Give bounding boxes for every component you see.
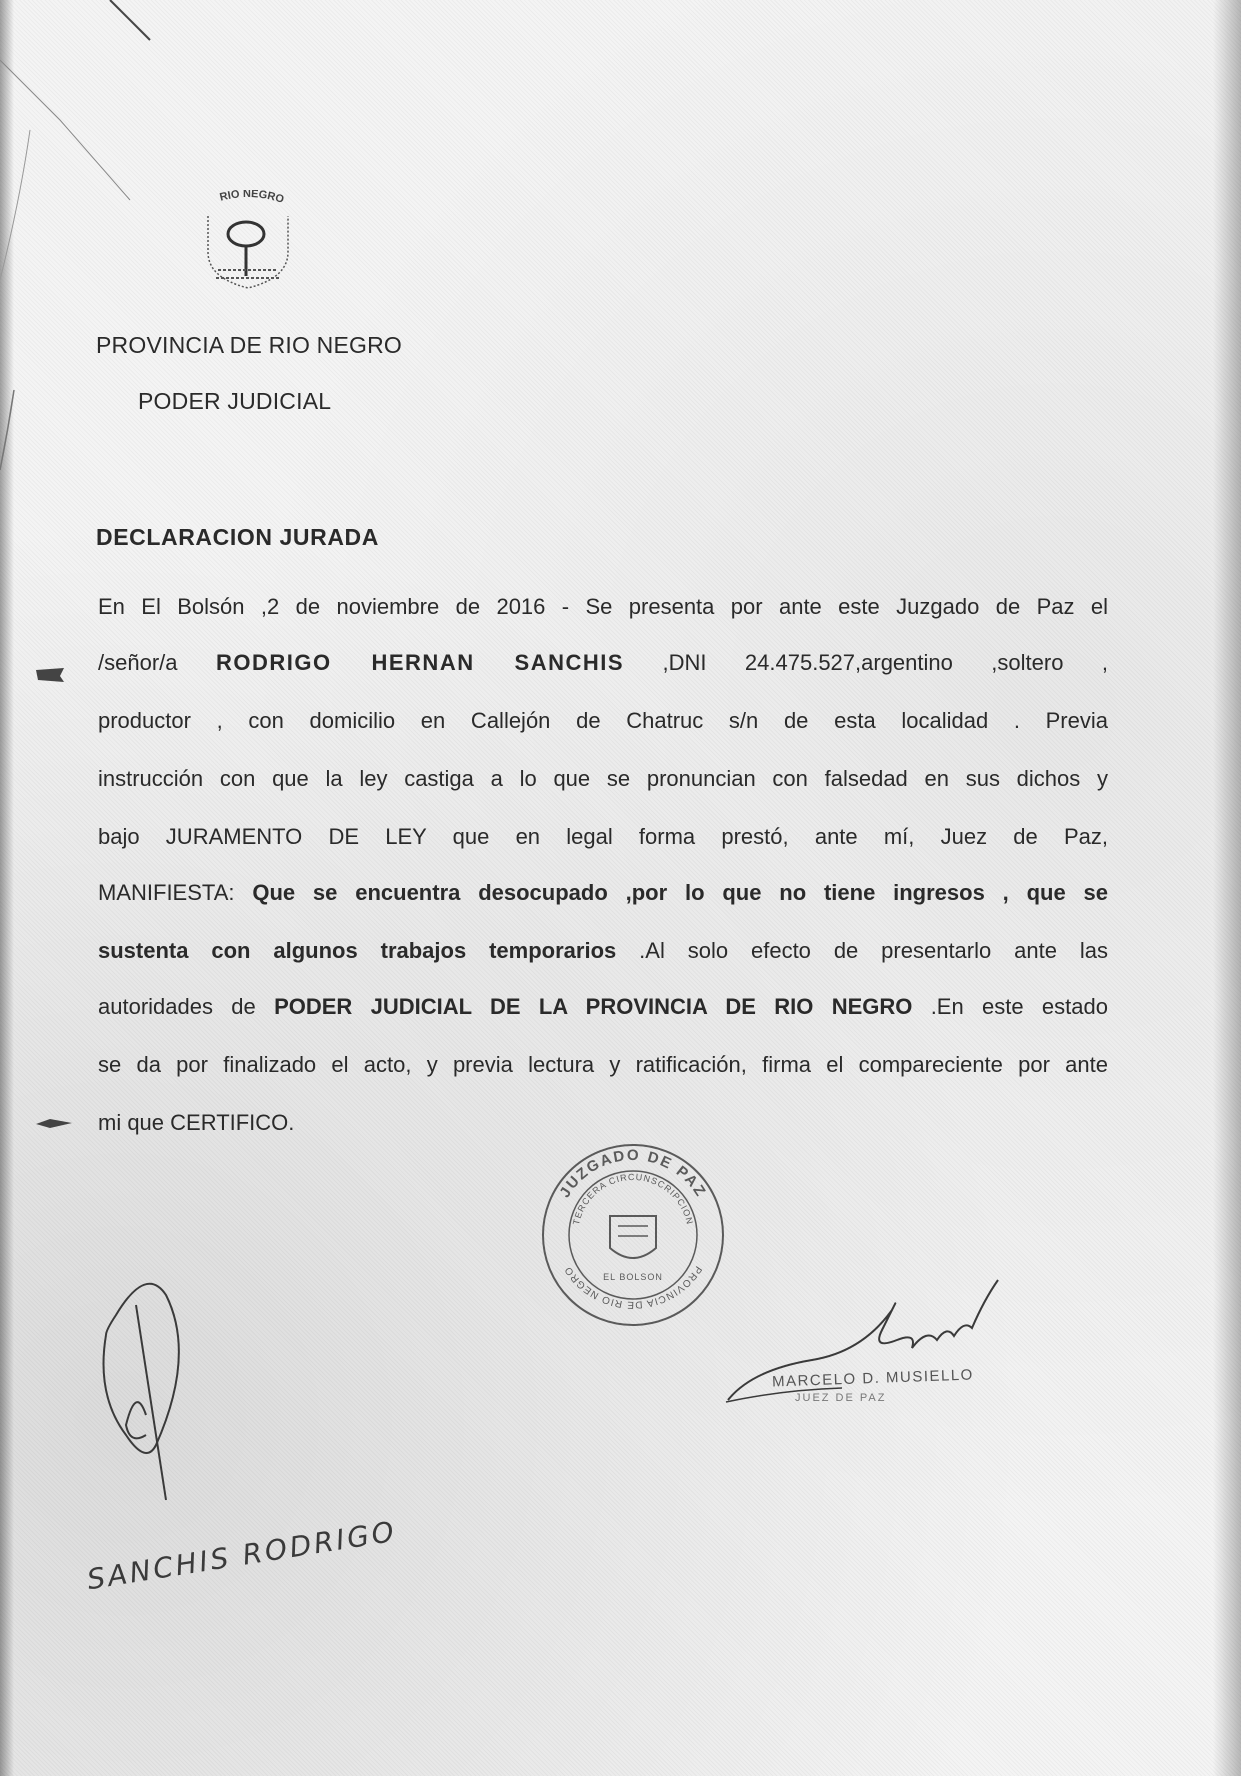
declarant-name: RODRIGO HERNAN SANCHIS bbox=[215, 650, 625, 675]
declaration-statement: Que se encuentra desocupado ,por lo que no tiene ingresos , que se bbox=[252, 880, 1108, 905]
document-title: DECLARACION JURADA bbox=[96, 524, 379, 550]
margin-flag-mark bbox=[34, 666, 68, 684]
stamp-outer-text: JUZGADO DE PAZ bbox=[556, 1146, 710, 1201]
stamp-city: EL BOLSON bbox=[603, 1272, 663, 1282]
body-line-1: En El Bolsón ,2 de noviembre de 2016 - Se presenta por ante este Juzgado de Paz el bbox=[98, 594, 1108, 619]
province-heading: PROVINCIA DE RIO NEGRO bbox=[96, 332, 403, 358]
svg-text:SANCHIS RODRIGO: SANCHIS RODRIGO bbox=[84, 1514, 399, 1590]
body-line-2: /señor/a RODRIGO HERNAN SANCHIS ,DNI 24.475.527,argentino ,soltero , bbox=[98, 650, 1108, 675]
body-line-10: mi que CERTIFICO. bbox=[98, 1110, 295, 1135]
margin-arrow-mark bbox=[34, 1116, 74, 1130]
body-line-4: instrucción con que la ley castiga a lo que se pronuncian con falsedad en sus dichos y bbox=[98, 766, 1108, 791]
judge-name: MARCELO D. MUSIELLO bbox=[771, 1366, 975, 1391]
stamp-inner-text: TERCERA CIRCUNSCRIPCION bbox=[570, 1171, 696, 1226]
scan-shadow-right bbox=[1213, 0, 1241, 1776]
court-stamp bbox=[538, 1140, 728, 1335]
authority-name: PODER JUDICIAL DE LA PROVINCIA DE RIO NEGRO bbox=[274, 994, 913, 1019]
stamp-bottom-text: PROVINCIA DE RIO NEGRO bbox=[562, 1263, 704, 1310]
judicial-branch-heading: PODER JUDICIAL bbox=[138, 388, 332, 414]
judge-role: JUEZ DE PAZ bbox=[795, 1392, 887, 1404]
body-line-3: productor , con domicilio en Callejón de Chatruc s/n de esta localidad . Previa bbox=[98, 708, 1108, 733]
body-line-8: autoridades de PODER JUDICIAL DE LA PROVINCIA DE RIO NEGRO .En este estado bbox=[98, 994, 1108, 1019]
body-line-7: sustenta con algunos trabajos temporarios .Al solo efecto de presentarlo ante las bbox=[98, 938, 1108, 963]
body-line-9: se da por finalizado el acto, y previa lectura y ratificación, firma el compareciente por ante bbox=[98, 1052, 1108, 1077]
body-line-6: MANIFIESTA: Que se encuentra desocupado ,por lo que no tiene ingresos , que se bbox=[98, 880, 1108, 905]
handwritten-name bbox=[80, 1500, 440, 1595]
declarant-signature bbox=[86, 1275, 226, 1510]
province-seal bbox=[198, 190, 298, 305]
body-line-5: bajo JURAMENTO DE LEY que en legal forma prestó, ante mí, Juez de Paz, bbox=[98, 824, 1108, 849]
seal-text: RIO NEGRO bbox=[218, 190, 286, 206]
